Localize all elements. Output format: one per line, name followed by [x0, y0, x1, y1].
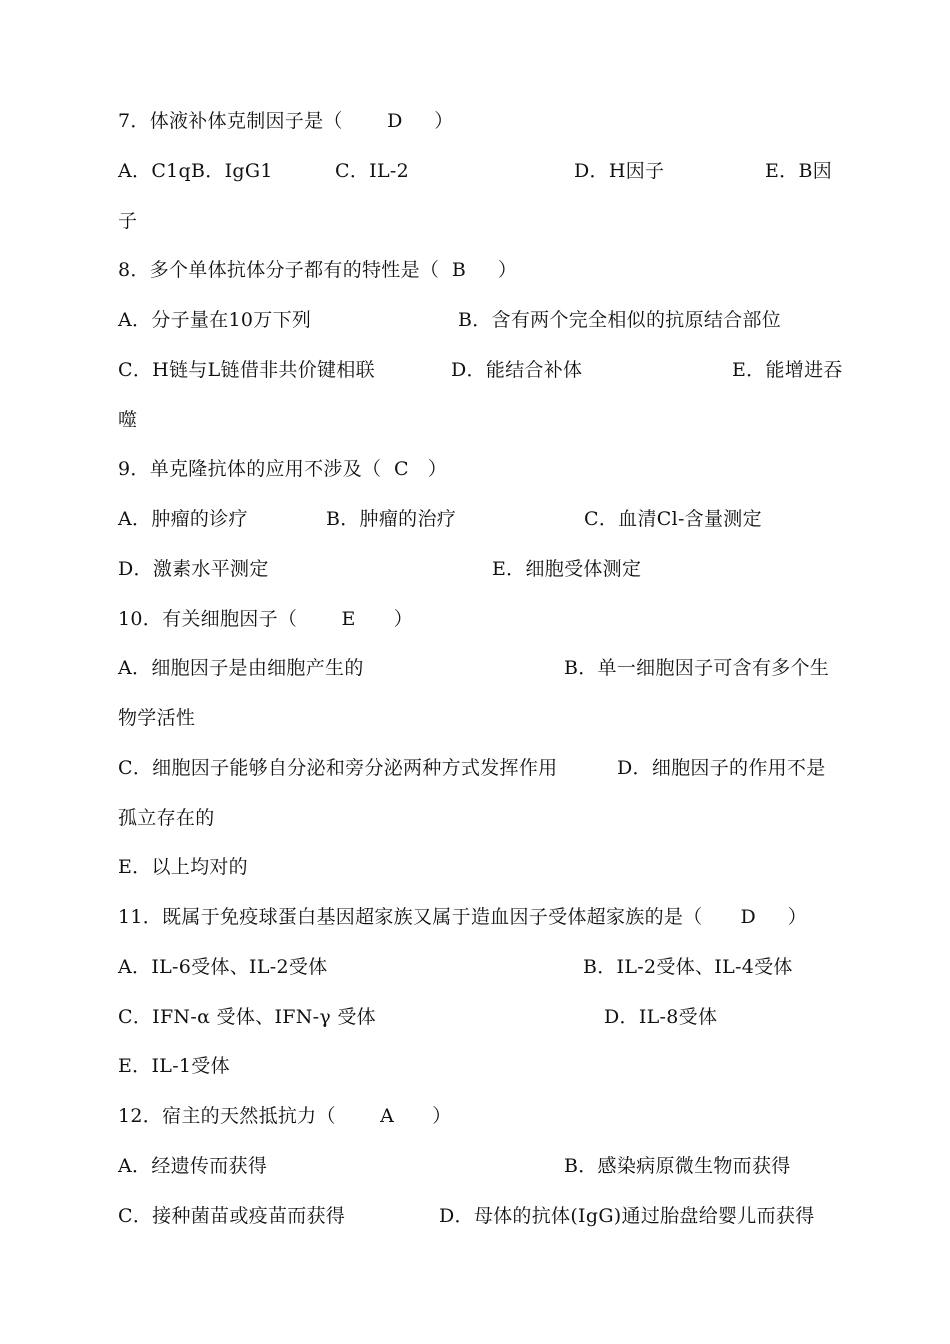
question-8-stem: 8．多个单体抗体分子都有的特性是（ B ） — [118, 259, 518, 281]
question-10-options-row-1 — [118, 652, 830, 684]
option-a: A．肿瘤的诊疗 — [118, 508, 248, 530]
option-a: A．C1qB．IgG1 — [118, 160, 273, 182]
option-b-continued: 物学活性 — [118, 707, 196, 729]
option-b: B．肿瘤的治疗 — [326, 508, 457, 530]
question-11-options-row-1 — [118, 951, 793, 983]
option-d: D．H因子 — [574, 160, 665, 182]
question-9-options-row-1 — [118, 503, 762, 535]
option-e-continued: 子 — [118, 210, 138, 232]
option-c: C．细胞因子能够自分泌和旁分泌两种方式发挥作用 — [118, 757, 558, 779]
question-12-stem: 12．宿主的天然抵抗力（ A ） — [118, 1105, 452, 1127]
question-12-options-row-2 — [118, 1200, 815, 1232]
option-d: D．激素水平测定 — [118, 558, 269, 580]
option-a: A．分子量在10万下列 — [118, 309, 312, 331]
option-d-continued: 孤立存在的 — [118, 807, 215, 829]
option-d: D．IL-8受体 — [604, 1006, 718, 1028]
option-e-continued: 噬 — [118, 409, 138, 431]
option-c: C．IL-2 — [335, 160, 409, 182]
question-10-options-row-3 — [118, 752, 826, 784]
option-b: B．单一细胞因子可含有多个生 — [564, 657, 830, 679]
question-8-options-row-3 — [118, 404, 143, 436]
option-e: E．IL-1受体 — [118, 1055, 230, 1077]
option-c: C．H链与L链借非共价键相联 — [118, 359, 375, 381]
question-7-options-row-2 — [118, 205, 143, 237]
question-9-options-row-2 — [118, 553, 642, 585]
question-10-options-row-4 — [118, 802, 215, 834]
question-7-stem: 7．体液补体克制因子是（ D ） — [118, 110, 454, 132]
option-b: B．IL-2受体、IL-4受体 — [583, 956, 793, 978]
question-11-options-row-3 — [118, 1050, 230, 1082]
option-e: E．能增进吞 — [732, 359, 843, 381]
question-10-options-row-2 — [118, 702, 196, 734]
question-7-options-row-1 — [118, 155, 833, 187]
option-c: C．IFN-α 受体、IFN-γ 受体 — [118, 1006, 376, 1028]
option-c: C．血清Cl-含量测定 — [584, 508, 762, 530]
option-d: D．细胞因子的作用不是 — [617, 757, 826, 779]
option-e: E．B因 — [765, 160, 833, 182]
question-11-stem: 11．既属于免疫球蛋白基因超家族又属于造血因子受体超家族的是（ D ） — [118, 906, 808, 928]
option-b: B．含有两个完全相似的抗原结合部位 — [458, 309, 782, 331]
question-9-stem: 9．单克隆抗体的应用不涉及（ C ） — [118, 458, 448, 480]
question-10-stem: 10．有关细胞因子（ E ） — [118, 608, 414, 630]
option-a: A．细胞因子是由细胞产生的 — [118, 657, 364, 679]
option-c: C．接种菌苗或疫苗而获得 — [118, 1205, 346, 1227]
question-11-options-row-2 — [118, 1001, 718, 1033]
question-8-options-row-1 — [118, 304, 782, 336]
question-8-options-row-2 — [118, 354, 843, 386]
option-d: D．母体的抗体(IgG)通过胎盘给婴儿而获得 — [439, 1205, 815, 1227]
option-d: D．能结合补体 — [451, 359, 583, 381]
option-a: A．IL-6受体、IL-2受体 — [118, 956, 328, 978]
option-a: A．经遗传而获得 — [118, 1155, 268, 1177]
option-e: E．以上均对的 — [118, 856, 248, 878]
option-b: B．感染病原微生物而获得 — [564, 1155, 791, 1177]
question-12-options-row-1 — [118, 1150, 791, 1182]
option-e: E．细胞受体测定 — [492, 558, 642, 580]
question-10-options-row-5 — [118, 851, 248, 883]
